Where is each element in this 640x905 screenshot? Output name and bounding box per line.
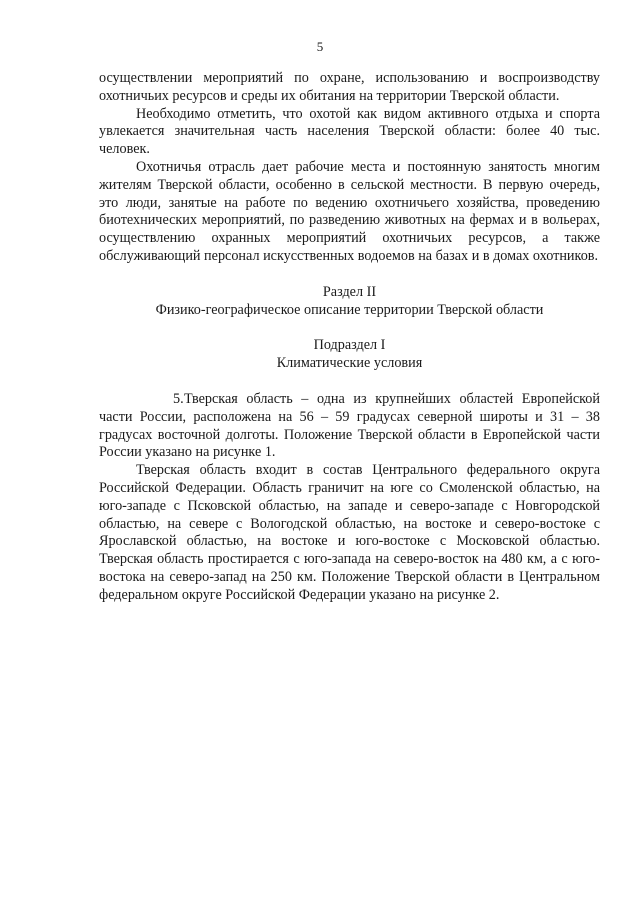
paragraph-hunting-popularity: Необходимо отметить, что охотой как видом активного отдыха и спорта увлекается значительная часть населения Тверской области: более 40 тыс. человек. [99, 105, 600, 158]
numbered-item-5 [99, 391, 600, 462]
paragraph-region-borders: Тверская область входит в состав Центрального федерального округа Российской Федерации. Область граничит на юге со Смоленской областью, на юго-западе с Псковской областью, на западе и северо-западе с Новгородской областью, на севере с Вологодской областью, на востоке и северо-востоке с Ярославской областью, на востоке и юго-востоке с Московской областью. Тверская область простирается с юго-запада на северо-восток на 480 км, а с юго-востока на северо-запад на 250 км. Положение Тверской области в Центральном федеральном округе Российской Федерации указано на рисунке 2. [99, 462, 600, 603]
item-number: 5. [173, 390, 184, 407]
document-body [99, 70, 600, 605]
subsection-heading [99, 337, 600, 373]
item-text: Тверская область – одна из крупнейших областей Европейской части России, расположена на 56 – 59 градусах северной широты и 31 – 38 градусах восточной долготы. Положение Тверской области в Европейской части России указано на рисунке 1. [99, 390, 600, 461]
page-number: 5 [316, 39, 324, 54]
paragraph-continuation: осуществлении мероприятий по охране, использованию и воспроизводству охотничьих ресурсов и среды их обитания на территории Тверской области. [99, 70, 600, 104]
paragraph-hunting-employment: Охотничья отрасль дает рабочие места и постоянную занятость многим жителям Тверской области, особенно в сельской местности. В первую очередь, это люди, занятые на работе по ведению охотничьего хозяйства, проведению биотехнических мероприятий, по разведению животных на фермах и в вольерах, осуществлению охранных мероприятий охотничьих ресурсов, а также обслуживающий персонал искусственных водоемов на базах и в домах охотников. [99, 158, 600, 264]
subsection-title: Подраздел I [313, 337, 386, 354]
section-title: Раздел II [322, 283, 377, 300]
subsection-subtitle: Климатические условия [276, 355, 423, 372]
section-subtitle: Физико-географическое описание территории Тверской области [155, 301, 544, 318]
section-heading [99, 284, 600, 320]
